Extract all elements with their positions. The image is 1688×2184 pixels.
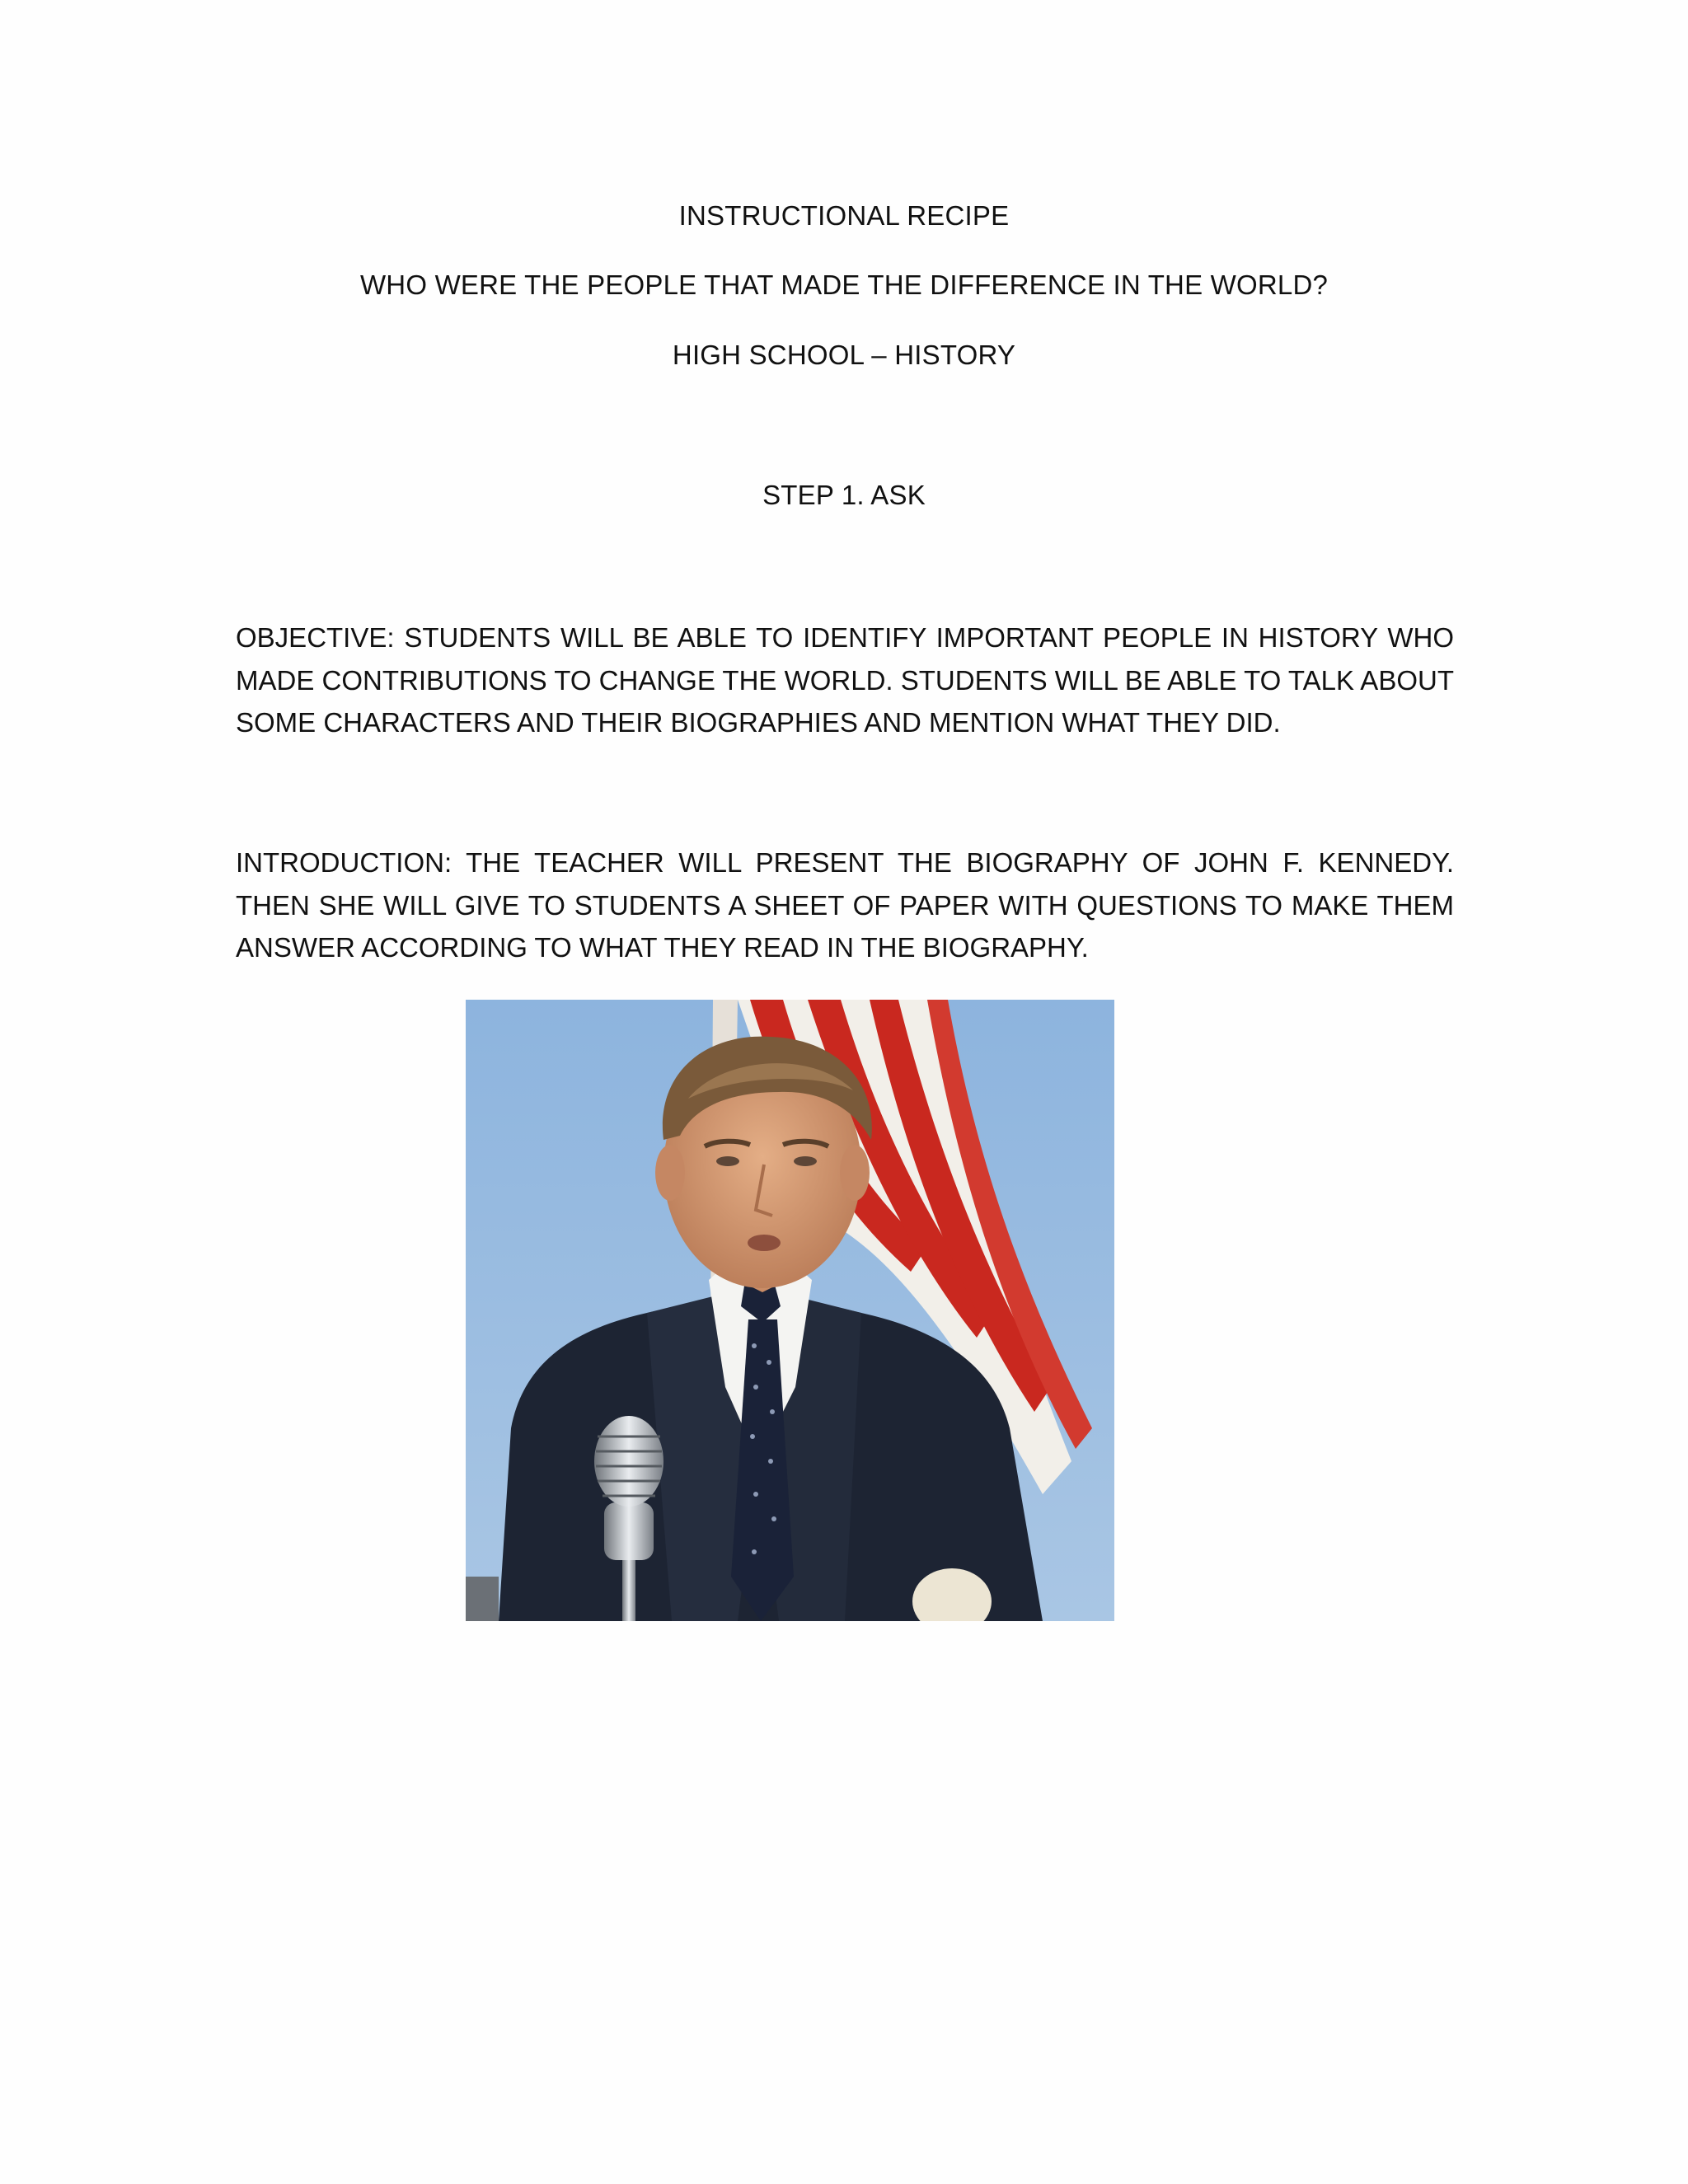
objective-paragraph: OBJECTIVE: STUDENTS WILL BE ABLE TO IDENTIFY IMPORTANT PEOPLE IN HISTORY WHO MADE CONTRIBUTIONS TO CHANGE THE WORLD. STUDENTS WILL BE ABLE TO TALK ABOUT SOME CHARACTERS AND THEIR BIOGRAPHIES AND MENTION WHAT THEY DID. — [236, 622, 1454, 738]
document-subtitle: WHO WERE THE PEOPLE THAT MADE THE DIFFERENCE IN THE WORLD? — [359, 269, 1329, 300]
document-title: INSTRUCTIONAL RECIPE — [678, 200, 1010, 231]
step-heading: STEP 1. ASK — [762, 480, 926, 510]
podium-edge — [466, 1577, 499, 1621]
document-level: HIGH SCHOOL – HISTORY — [672, 340, 1016, 370]
kennedy-photo — [466, 1000, 1114, 1621]
introduction-paragraph: INTRODUCTION: THE TEACHER WILL PRESENT THE BIOGRAPHY OF JOHN F. KENNEDY. THEN SHE WILL GIVE TO STUDENTS A SHEET OF PAPER WITH QUESTIONS TO MAKE THEM ANSWER ACCORDING TO WHAT THEY READ IN THE BIOGRAPHY. — [236, 847, 1454, 963]
kennedy-portrait-illustration — [466, 1000, 1114, 1621]
